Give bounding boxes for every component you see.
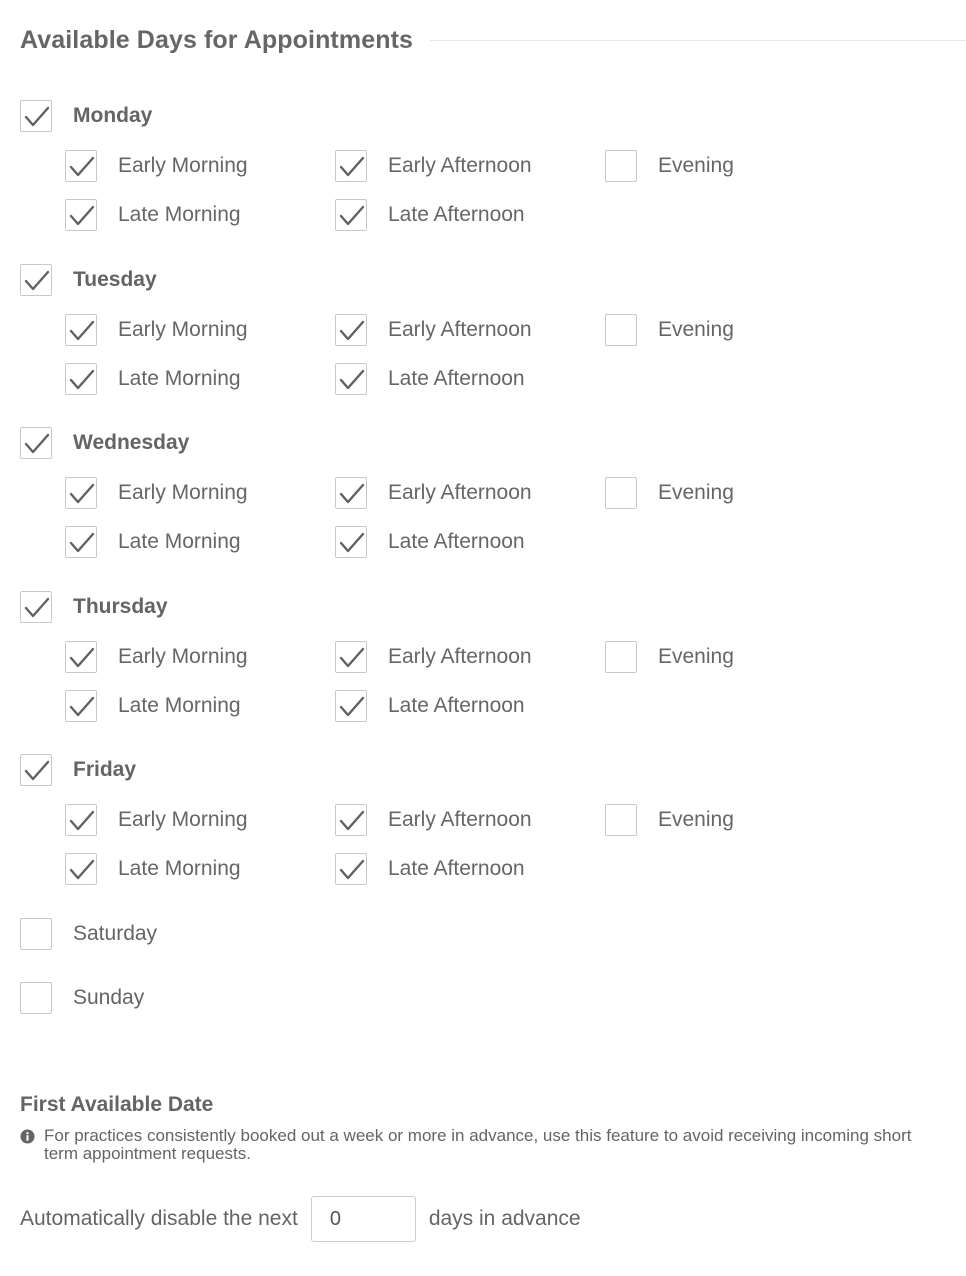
time-slot-checkbox[interactable]: [605, 477, 637, 509]
time-slot-label: Evening: [658, 154, 734, 177]
checkmark-icon: [339, 368, 365, 392]
time-slot-checkbox[interactable]: [65, 477, 97, 509]
time-slot-wednesday-early-afternoon[interactable]: [335, 476, 532, 510]
time-slot-label: Late Morning: [118, 857, 241, 880]
time-slot-label: Late Afternoon: [388, 694, 525, 717]
time-slot-label: Early Morning: [118, 154, 248, 177]
time-slot-checkbox[interactable]: [65, 199, 97, 231]
time-slot-monday-late-afternoon[interactable]: [335, 198, 525, 232]
time-slot-label: Late Morning: [118, 367, 241, 390]
time-slot-thursday-late-afternoon[interactable]: [335, 689, 525, 723]
time-slot-label: Early Morning: [118, 808, 248, 831]
checkmark-icon: [339, 155, 365, 179]
checkmark-icon: [69, 204, 95, 228]
checkmark-icon: [24, 596, 50, 620]
time-slot-label: Evening: [658, 481, 734, 504]
checkmark-icon: [339, 482, 365, 506]
checkmark-icon: [69, 319, 95, 343]
time-slot-label: Late Morning: [118, 530, 241, 553]
checkmark-icon: [69, 531, 95, 555]
time-slot-checkbox[interactable]: [335, 314, 367, 346]
day-option-sunday[interactable]: [20, 981, 144, 1015]
time-slot-friday-evening[interactable]: [605, 803, 734, 837]
time-slot-tuesday-late-afternoon[interactable]: [335, 362, 525, 396]
checkmark-icon: [339, 319, 365, 343]
checkmark-icon: [69, 155, 95, 179]
time-slot-checkbox[interactable]: [65, 363, 97, 395]
time-slot-label: Early Morning: [118, 645, 248, 668]
day-group-friday: [20, 753, 960, 903]
section-header: [20, 22, 966, 58]
day-group-wednesday: [20, 426, 960, 576]
time-slot-checkbox[interactable]: [65, 804, 97, 836]
time-slot-checkbox[interactable]: [335, 477, 367, 509]
time-slot-checkbox[interactable]: [335, 363, 367, 395]
day-checkbox-monday[interactable]: [20, 100, 52, 132]
checkmark-icon: [339, 531, 365, 555]
time-slot-friday-early-morning[interactable]: [65, 803, 248, 837]
time-slot-label: Early Afternoon: [388, 318, 532, 341]
time-slot-label: Early Afternoon: [388, 154, 532, 177]
day-checkbox-wednesday[interactable]: [20, 427, 52, 459]
time-slot-checkbox[interactable]: [335, 804, 367, 836]
day-checkbox-friday[interactable]: [20, 754, 52, 786]
disable-days-suffix-label: days in advance: [428, 1207, 581, 1230]
time-slot-thursday-late-morning[interactable]: [65, 689, 241, 723]
time-slot-tuesday-evening[interactable]: [605, 313, 734, 347]
day-option-wednesday[interactable]: [20, 426, 189, 460]
checkmark-icon: [339, 646, 365, 670]
day-option-thursday[interactable]: [20, 590, 168, 624]
checkmark-icon: [24, 432, 50, 456]
day-label: Sunday: [73, 986, 145, 1009]
time-slot-thursday-early-afternoon[interactable]: [335, 640, 532, 674]
time-slot-checkbox[interactable]: [65, 150, 97, 182]
time-slot-monday-late-morning[interactable]: [65, 198, 241, 232]
day-option-saturday[interactable]: [20, 917, 157, 951]
time-slot-label: Late Morning: [118, 203, 241, 226]
time-slot-tuesday-early-afternoon[interactable]: [335, 313, 532, 347]
time-slot-checkbox[interactable]: [335, 641, 367, 673]
day-checkbox-saturday[interactable]: [20, 918, 52, 950]
time-slot-checkbox[interactable]: [605, 150, 637, 182]
section-title: Available Days for Appointments: [20, 25, 413, 54]
day-label: Thursday: [73, 595, 168, 618]
time-slot-label: Early Afternoon: [388, 808, 532, 831]
time-slot-thursday-early-morning[interactable]: [65, 640, 248, 674]
checkmark-icon: [24, 105, 50, 129]
checkmark-icon: [69, 646, 95, 670]
day-label: Friday: [73, 758, 137, 781]
day-label: Monday: [73, 104, 153, 127]
checkmark-icon: [339, 809, 365, 833]
time-slot-monday-early-afternoon[interactable]: [335, 149, 532, 183]
day-option-friday[interactable]: [20, 753, 136, 787]
time-slot-wednesday-late-afternoon[interactable]: [335, 525, 525, 559]
time-slot-checkbox[interactable]: [65, 853, 97, 885]
day-checkbox-thursday[interactable]: [20, 591, 52, 623]
time-slot-thursday-evening[interactable]: [605, 640, 734, 674]
checkmark-icon: [69, 809, 95, 833]
day-group-monday: [20, 99, 960, 249]
day-group-thursday: [20, 590, 960, 740]
checkmark-icon: [339, 858, 365, 882]
day-checkbox-tuesday[interactable]: [20, 264, 52, 296]
time-slot-label: Late Afternoon: [388, 203, 525, 226]
time-slot-checkbox[interactable]: [335, 853, 367, 885]
day-label: Saturday: [73, 922, 158, 945]
checkmark-icon: [69, 368, 95, 392]
time-slot-wednesday-evening[interactable]: [605, 476, 734, 510]
time-slot-checkbox[interactable]: [65, 314, 97, 346]
time-slot-label: Early Afternoon: [388, 481, 532, 504]
day-option-monday[interactable]: [20, 99, 152, 133]
time-slot-checkbox[interactable]: [335, 199, 367, 231]
time-slot-wednesday-late-morning[interactable]: [65, 525, 241, 559]
checkmark-icon: [69, 695, 95, 719]
time-slot-label: Evening: [658, 808, 734, 831]
time-slot-tuesday-late-morning[interactable]: [65, 362, 241, 396]
section-divider: [430, 40, 966, 41]
day-option-tuesday[interactable]: [20, 263, 157, 297]
first-available-date-title: First Available Date: [20, 1093, 214, 1116]
time-slot-checkbox[interactable]: [65, 690, 97, 722]
time-slot-checkbox[interactable]: [335, 150, 367, 182]
checkmark-icon: [24, 269, 50, 293]
checkmark-icon: [24, 759, 50, 783]
checkmark-icon: [339, 695, 365, 719]
info-circle-icon: [20, 1127, 40, 1149]
first-available-info: [20, 1127, 950, 1163]
time-slot-label: Late Afternoon: [388, 857, 525, 880]
time-slot-checkbox[interactable]: [335, 526, 367, 558]
disable-days-input[interactable]: [311, 1196, 416, 1242]
time-slot-label: Late Afternoon: [388, 367, 525, 390]
checkmark-icon: [69, 858, 95, 882]
time-slot-tuesday-early-morning[interactable]: [65, 313, 248, 347]
time-slot-label: Late Morning: [118, 694, 241, 717]
disable-days-row: [20, 1196, 581, 1242]
checkmark-icon: [339, 204, 365, 228]
time-slot-label: Early Morning: [118, 481, 248, 504]
time-slot-friday-early-afternoon[interactable]: [335, 803, 532, 837]
day-label: Tuesday: [73, 268, 157, 291]
day-group-sunday: [20, 981, 960, 1015]
time-slot-label: Early Morning: [118, 318, 248, 341]
time-slot-checkbox[interactable]: [335, 690, 367, 722]
time-slot-friday-late-morning[interactable]: [65, 852, 241, 886]
disable-days-prefix-label: Automatically disable the next: [20, 1207, 298, 1230]
time-slot-checkbox[interactable]: [605, 641, 637, 673]
day-label: Wednesday: [73, 431, 190, 454]
time-slot-checkbox[interactable]: [605, 804, 637, 836]
day-group-saturday: [20, 917, 960, 951]
time-slot-label: Evening: [658, 318, 734, 341]
checkmark-icon: [69, 482, 95, 506]
time-slot-monday-evening[interactable]: [605, 149, 734, 183]
day-group-tuesday: [20, 263, 960, 413]
time-slot-checkbox[interactable]: [605, 314, 637, 346]
time-slot-label: Late Afternoon: [388, 530, 525, 553]
time-slot-checkbox[interactable]: [65, 641, 97, 673]
time-slot-checkbox[interactable]: [65, 526, 97, 558]
day-checkbox-sunday[interactable]: [20, 982, 52, 1014]
time-slot-wednesday-early-morning[interactable]: [65, 476, 248, 510]
time-slot-label: Evening: [658, 645, 734, 668]
time-slot-label: Early Afternoon: [388, 645, 532, 668]
time-slot-friday-late-afternoon[interactable]: [335, 852, 525, 886]
time-slot-monday-early-morning[interactable]: [65, 149, 248, 183]
info-text: For practices consistently booked out a week or more in advance, use this feature to avoid receiving incoming short term appointment requests.: [44, 1126, 912, 1163]
